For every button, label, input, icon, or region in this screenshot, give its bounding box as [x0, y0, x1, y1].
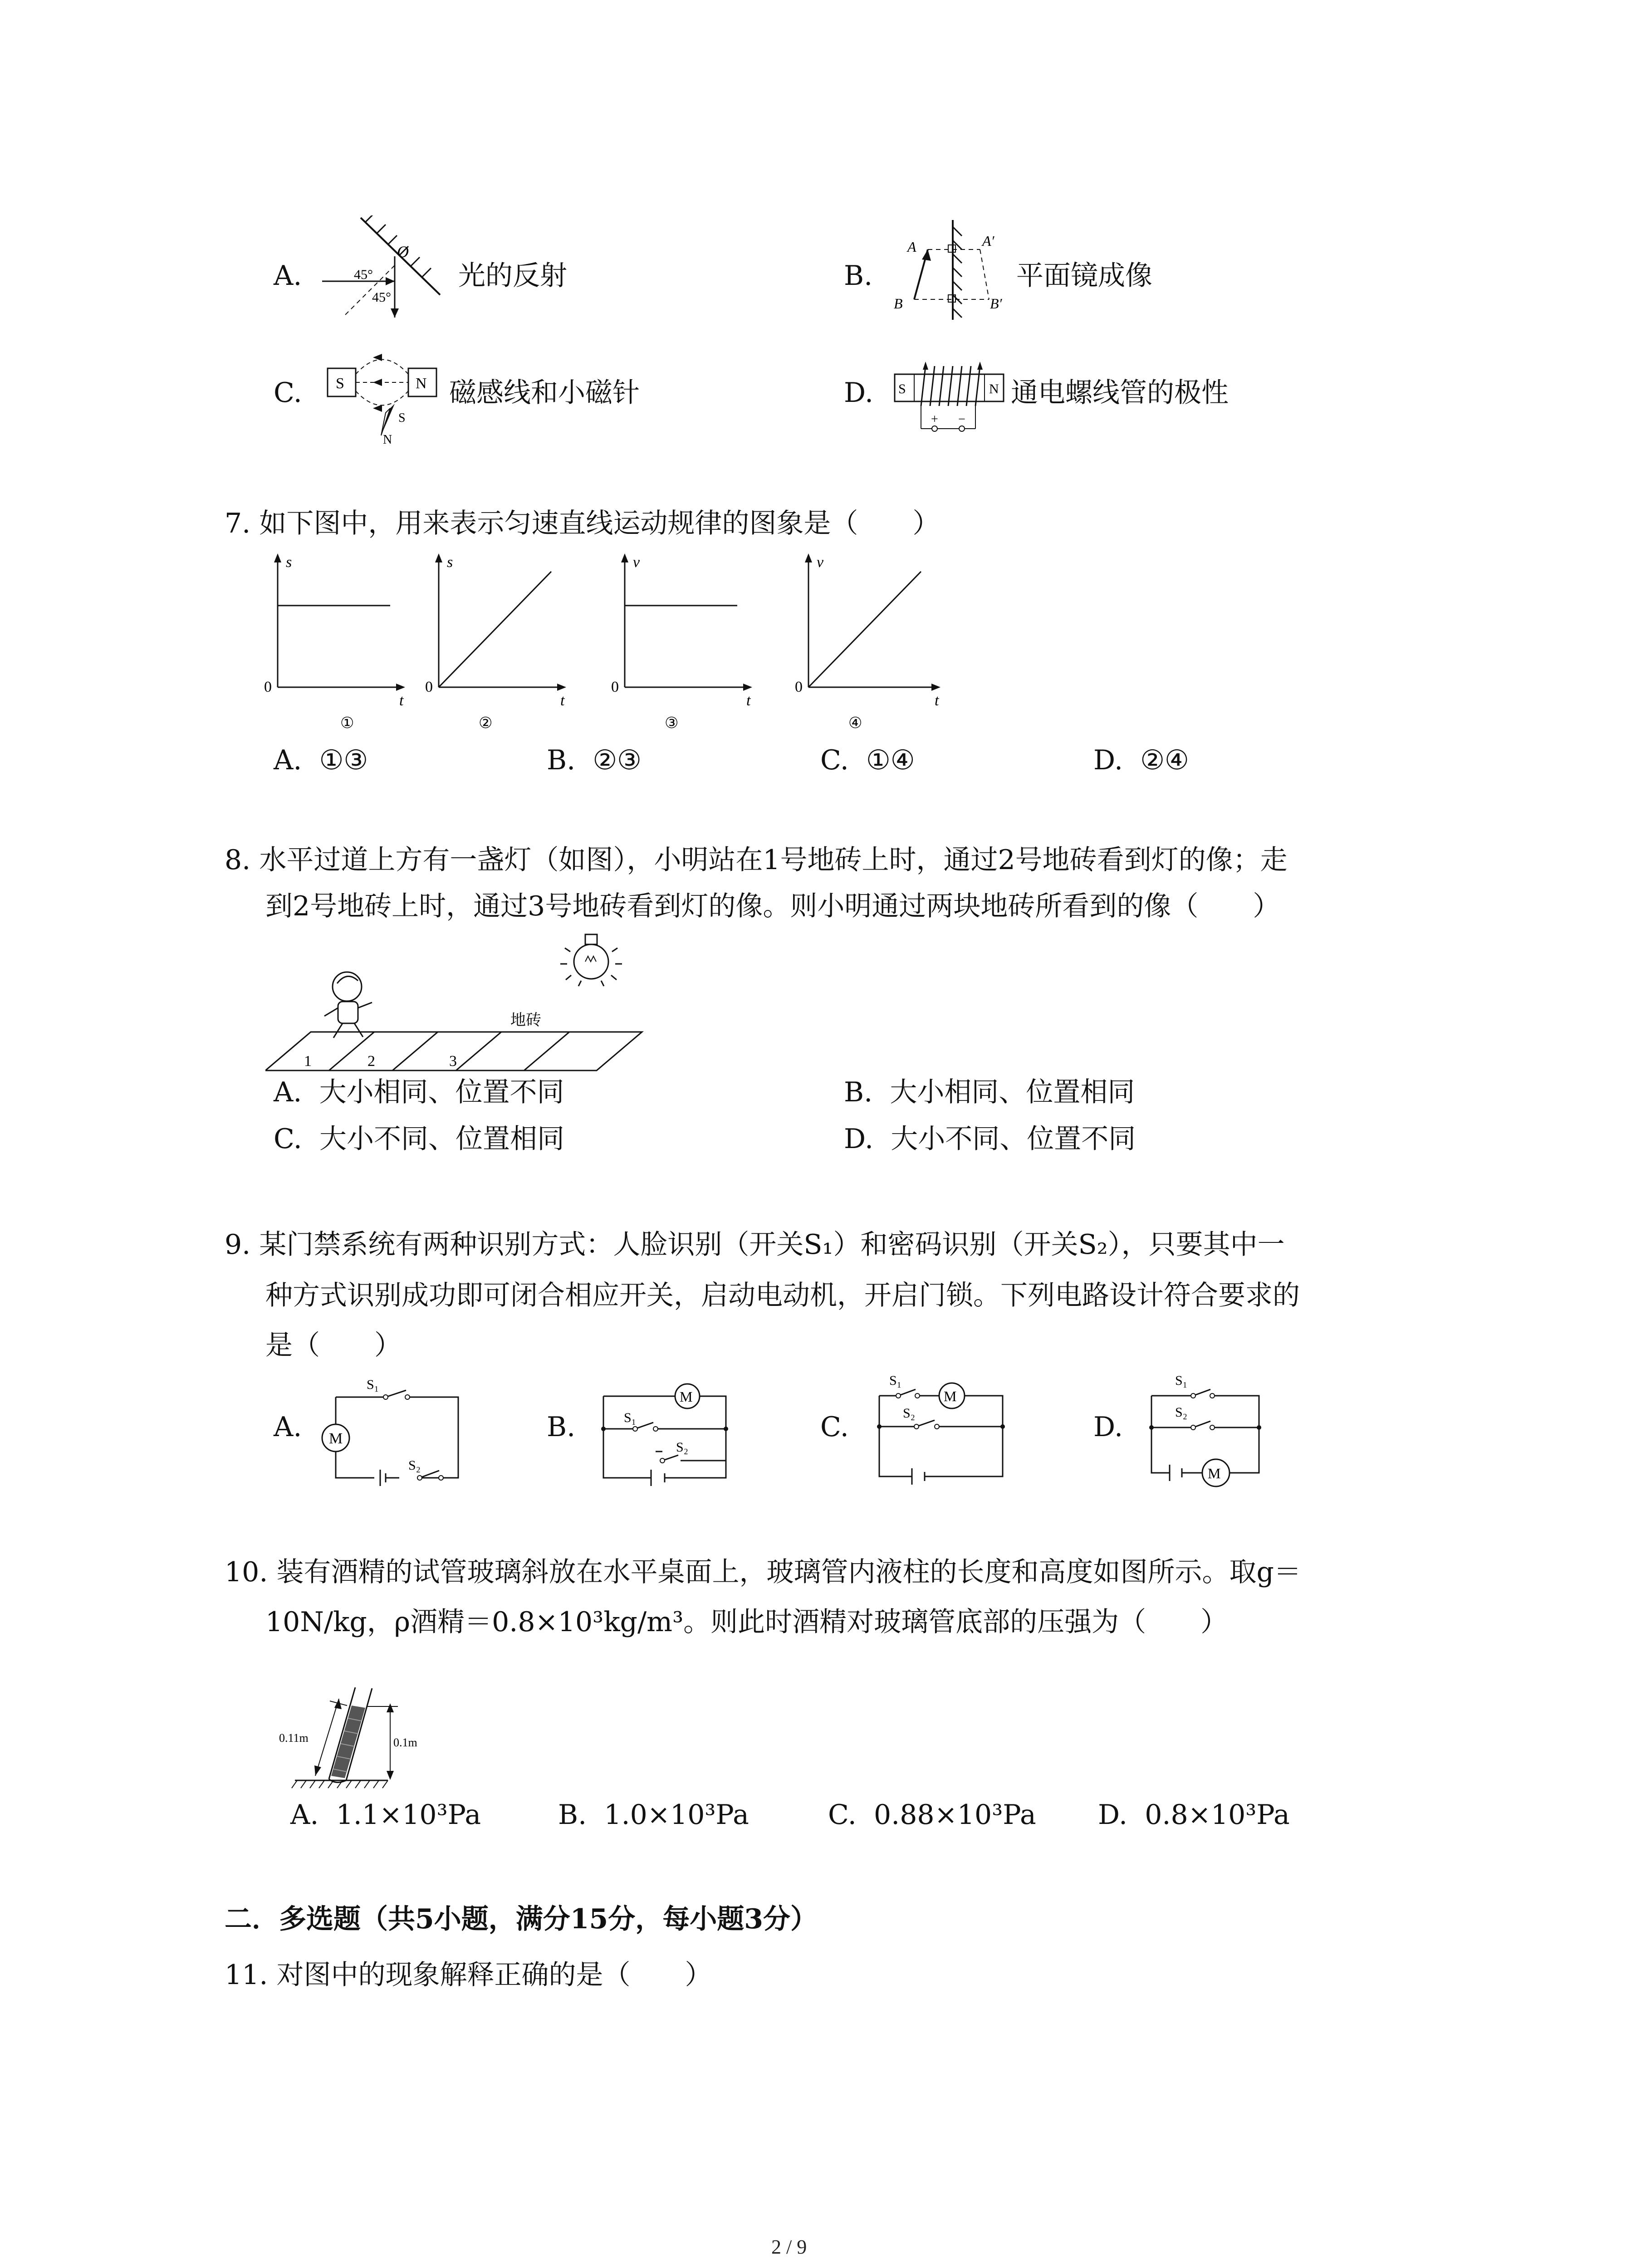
q9-option-c-letter: C.: [820, 1411, 849, 1443]
q8-tile-3: 3: [449, 1053, 457, 1070]
q7g2-origin: 0: [425, 679, 433, 695]
q10-length-label: 0.11m: [279, 1731, 309, 1745]
boy-icon: [324, 972, 372, 1038]
q10-option-c: [828, 1799, 1036, 1831]
q7-option-d-letter: D.: [1093, 744, 1123, 776]
q11-stem: 11. 对图中的现象解释正确的是（ ）: [225, 1959, 712, 1991]
q6a-o-label: O: [397, 243, 409, 261]
q6c-needle-n: N: [383, 433, 392, 445]
q6-option-a-letter: A.: [274, 260, 302, 292]
q8-option-d-text: 大小不同、位置不同: [891, 1123, 1136, 1155]
q6a-angle1: 45°: [354, 267, 373, 282]
q6-option-c-text: 磁感线和小磁针: [449, 377, 640, 409]
q8-option-c-text: 大小不同、位置相同: [319, 1123, 564, 1155]
q8-option-c: [274, 1123, 564, 1155]
q7g3-y-label: v: [633, 554, 640, 571]
q10-figure-test-tube: [279, 1683, 429, 1796]
q9d-s1-label: S₁: [1175, 1373, 1188, 1388]
q7-option-a: [274, 744, 368, 777]
section-2-title: 二．多选题（共5小题，满分15分，每小题3分）: [225, 1903, 818, 1935]
q8-option-a-text: 大小相同、位置不同: [319, 1076, 564, 1108]
q8-option-b: [844, 1076, 1135, 1109]
q7-stem: 7. 如下图中，用来表示匀速直线运动规律的图象是（ ）: [225, 508, 940, 539]
q9-stem-line3: 是（ ）: [265, 1330, 402, 1361]
q10-stem-line2: 10N/kg，ρ酒精＝0.8×10³kg/m³。则此时酒精对玻璃管底部的压强为（ ）: [265, 1606, 1228, 1638]
q7g2-y-label: s: [447, 554, 453, 571]
q10-option-a-text: 1.1×10³Pa: [336, 1799, 481, 1831]
q9-circuit-c: [867, 1363, 1030, 1486]
q7-graph-4: [795, 553, 941, 732]
q10-option-b-letter: B.: [558, 1799, 587, 1831]
q7g2-number: ②: [479, 715, 493, 732]
q7g4-number: ④: [848, 715, 862, 732]
q7g4-x-label: t: [935, 692, 939, 709]
q10-option-d-letter: D.: [1098, 1799, 1128, 1831]
q6b-a: A: [907, 239, 916, 255]
q6-option-d-text: 通电螺线管的极性: [1011, 377, 1229, 409]
q10-stem-line1: 10. 装有酒精的试管玻璃斜放在水平桌面上，玻璃管内液柱的长度和高度如图所示。取g＝: [225, 1556, 1301, 1588]
q9-stem-line1: 9. 某门禁系统有两种识别方式：人脸识别（开关S₁）和密码识别（开关S₂），只要其中一: [225, 1229, 1285, 1261]
q7g1-origin: 0: [264, 679, 272, 695]
q6c-needle-s: S: [398, 411, 406, 425]
q9-circuit-d: [1139, 1368, 1293, 1490]
q10-option-c-letter: C.: [828, 1799, 857, 1831]
q8-figure-corridor: [265, 930, 665, 1080]
q8-option-b-text: 大小相同、位置相同: [890, 1076, 1135, 1108]
q10-option-a-letter: A.: [290, 1799, 319, 1831]
q9-option-d-letter: D.: [1093, 1411, 1123, 1443]
q10-option-b: [558, 1799, 749, 1831]
q8-option-d: [844, 1123, 1136, 1155]
q6-option-c-letter: C.: [274, 377, 302, 409]
q6-option-b-text: 平面镜成像: [1016, 260, 1152, 292]
q6a-angle2: 45°: [372, 290, 391, 305]
q9a-s2-label: S₂: [408, 1458, 421, 1473]
q7-graph-1: [264, 553, 405, 732]
q8-floor-label: 地砖: [510, 1012, 541, 1029]
q6d-s-label: S: [898, 381, 906, 396]
q6-figure-c-magnet: [322, 340, 449, 445]
q9c-motor-label: M: [944, 1388, 957, 1404]
q6c-s-label: S: [336, 375, 344, 392]
q6b-a-prime: A′: [982, 233, 994, 249]
q6d-plus: +: [931, 412, 938, 426]
q6d-minus: −: [958, 412, 965, 426]
q7-option-a-text: ①③: [319, 744, 368, 776]
q10-height-label: 0.1m: [393, 1736, 417, 1749]
q9-circuit-b: [590, 1370, 744, 1488]
q7g3-x-label: t: [746, 692, 751, 709]
q8-option-a: [274, 1076, 564, 1109]
q10-option-d-text: 0.8×10³Pa: [1145, 1799, 1290, 1831]
q7g3-origin: 0: [611, 679, 619, 695]
q8-option-a-letter: A.: [274, 1076, 302, 1108]
q8-tile-1: 1: [304, 1053, 312, 1070]
q8-stem-line2: 到2号地砖上时，通过3号地砖看到灯的像。则小明通过两块地砖所看到的像（ ）: [265, 890, 1280, 922]
q8-option-b-letter: B.: [844, 1076, 873, 1108]
q7-option-d-text: ②④: [1140, 744, 1189, 776]
q7-option-b-letter: B.: [547, 744, 576, 776]
q9b-motor-label: M: [680, 1388, 693, 1405]
q9d-s2-label: S₂: [1175, 1405, 1188, 1420]
q8-tile-2: 2: [367, 1053, 375, 1070]
q9a-motor-label: M: [329, 1430, 343, 1447]
q7g1-y-label: s: [286, 554, 292, 571]
q6d-n-label: N: [989, 381, 999, 396]
q7-option-b: [547, 744, 642, 777]
q6-option-d-letter: D.: [844, 377, 874, 409]
q6-option-a-text: 光的反射: [458, 260, 567, 292]
q9a-s1-label: S₁: [367, 1377, 379, 1392]
q9c-s1-label: S₁: [889, 1373, 902, 1388]
q7g3-number: ③: [665, 715, 679, 732]
q10-option-c-text: 0.88×10³Pa: [874, 1799, 1036, 1831]
q7-option-c-letter: C.: [820, 744, 849, 776]
q6b-b-prime: B′: [990, 295, 1002, 312]
q9b-s2-label: S₂: [676, 1440, 689, 1455]
q7g1-number: ①: [340, 715, 354, 732]
q7-option-c-text: ①④: [866, 744, 915, 776]
q10-option-b-text: 1.0×10³Pa: [604, 1799, 749, 1831]
q7-option-b-text: ②③: [593, 744, 642, 776]
q6b-b: B: [894, 295, 903, 312]
q9-option-b-letter: B.: [547, 1411, 576, 1443]
q9-option-a-letter: A.: [274, 1411, 302, 1443]
q9-stem-line2: 种方式识别成功即可闭合相应开关，启动电动机，开启门锁。下列电路设计符合要求的: [265, 1280, 1300, 1311]
q9c-s2-label: S₂: [903, 1406, 916, 1421]
q6-figure-d-solenoid: [889, 356, 1012, 438]
q9-circuit-a: [318, 1370, 472, 1488]
q9d-motor-label: M: [1208, 1465, 1221, 1481]
q7g1-x-label: t: [399, 692, 404, 709]
q7-option-a-letter: A.: [274, 744, 302, 776]
q6-figure-a-reflection: [318, 215, 463, 324]
q10-option-a: [290, 1799, 481, 1831]
q8-option-d-letter: D.: [844, 1123, 874, 1155]
q7-option-d: [1093, 744, 1189, 777]
page-number: 2 / 9: [771, 2236, 807, 2258]
q7g4-y-label: v: [817, 554, 824, 571]
q10-option-d: [1098, 1799, 1290, 1831]
q6-option-b-letter: B.: [844, 260, 873, 292]
q8-stem-line1: 8. 水平过道上方有一盏灯（如图），小明站在1号地砖上时，通过2号地砖看到灯的像；走: [225, 844, 1288, 876]
q7-option-c: [820, 744, 915, 777]
q8-option-c-letter: C.: [274, 1123, 302, 1155]
q7g2-x-label: t: [560, 692, 565, 709]
q6c-n-label: N: [416, 375, 427, 392]
light-bulb-icon: [560, 934, 622, 986]
q6-figure-b-plane-mirror: [889, 218, 1016, 322]
q7-graph-2: [425, 553, 566, 732]
q7g4-origin: 0: [795, 679, 803, 695]
q7-graphs: [254, 549, 971, 739]
q7-graph-3: [611, 553, 752, 732]
q9b-s1-label: S₁: [624, 1410, 637, 1425]
